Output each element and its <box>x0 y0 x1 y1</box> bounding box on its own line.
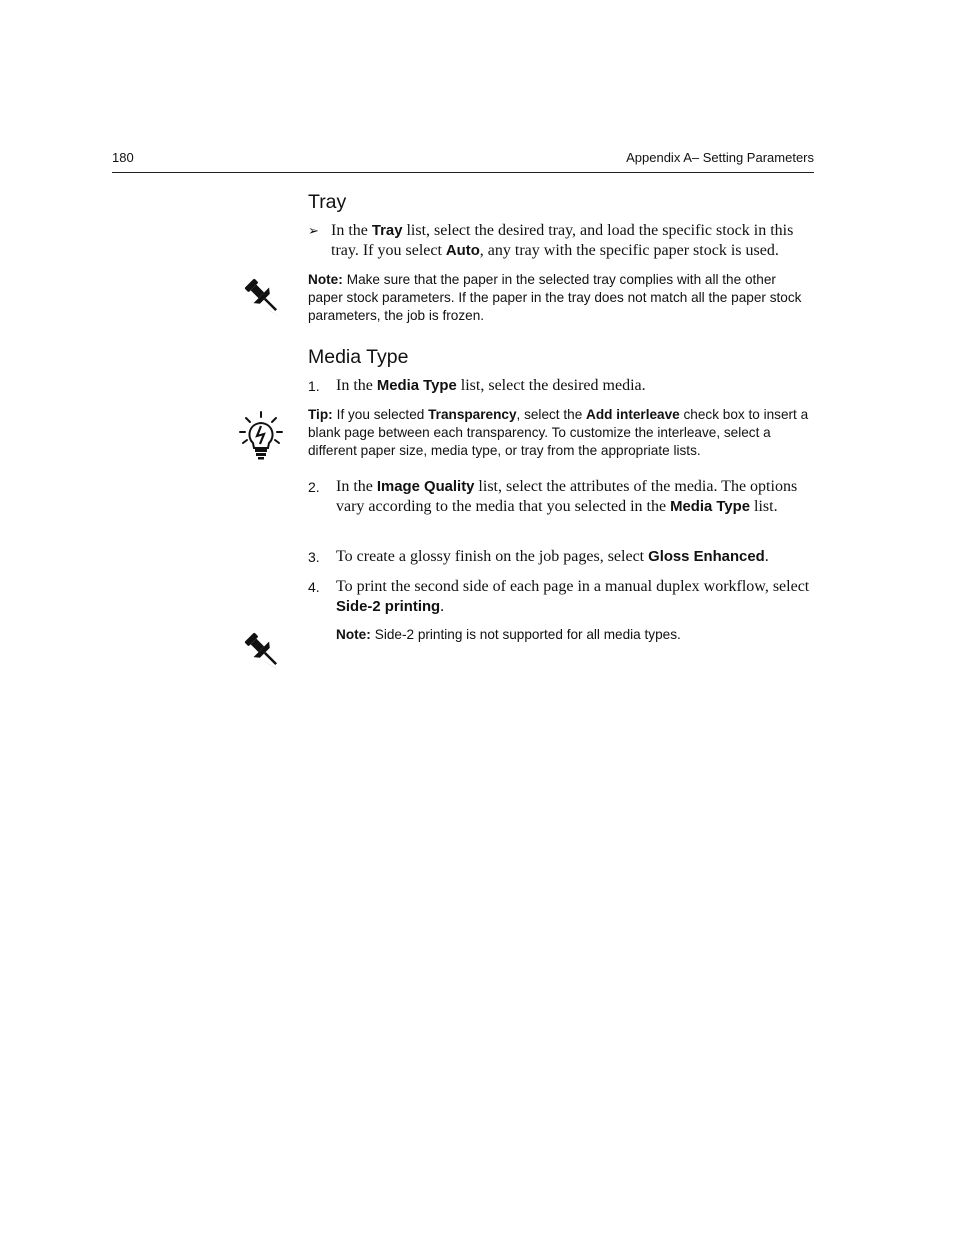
ui-term-tray: Tray <box>371 223 403 239</box>
note-label: Note: <box>336 627 371 642</box>
note-label: Note: <box>308 272 343 287</box>
tip-label: Tip: <box>308 407 333 422</box>
step-number: 3. <box>308 549 320 565</box>
ui-term-transparency: Transparency <box>428 407 517 422</box>
step-3 <box>308 547 814 567</box>
ui-term-media-type: Media Type <box>376 378 457 394</box>
step-4 <box>308 577 814 617</box>
text: . <box>440 598 445 615</box>
tray-note <box>308 271 814 325</box>
text: , any tray with the specific paper stock is used. <box>479 242 779 259</box>
tip <box>308 406 814 460</box>
running-head: Appendix A– Setting Parameters <box>626 150 814 165</box>
text: To print the second side of each page in a manual duplex workflow, select <box>336 578 810 595</box>
ui-term-side-2-printing: Side-2 printing <box>336 599 441 615</box>
media-note <box>336 626 814 644</box>
text: In the <box>331 222 372 239</box>
ui-term-image-quality: Image Quality <box>376 479 475 495</box>
page-number: 180 <box>112 150 134 165</box>
note-text: Make sure that the paper in the selected tray complies with all the other paper stock parameters. If the paper in the tray does not match all the paper stock parameters, the job is frozen. <box>308 272 802 323</box>
text: list, select the attributes of the media. The options vary according to the media that you selected in the <box>336 478 798 515</box>
text: If you selected <box>336 407 429 422</box>
step-1 <box>308 376 814 396</box>
step-number: 4. <box>308 579 320 595</box>
tray-bullet-paragraph <box>308 221 814 261</box>
step-number: 1. <box>308 378 320 394</box>
pushpin-note-icon <box>240 274 284 320</box>
ui-term-media-type: Media Type <box>670 499 751 515</box>
bullet-arrow-icon: ➢ <box>308 223 319 238</box>
text: list, select the desired tray, and load the specific stock in this tray. If you select <box>331 222 794 259</box>
section-heading-media-type: Media Type <box>308 346 409 368</box>
text: , select the <box>516 407 587 422</box>
step-number: 2. <box>308 479 320 495</box>
pushpin-note-icon <box>240 628 284 674</box>
text: check box to insert a blank page between each transparency. To customize the interleave, select a different paper size, media type, or tray from the appropriate lists. <box>308 407 809 458</box>
text: To create a glossy finish on the job pages, select <box>336 548 649 565</box>
step-2 <box>308 477 814 517</box>
lightbulb-tip-icon <box>238 410 284 460</box>
note-text: Side-2 printing is not supported for all media types. <box>374 627 681 642</box>
page-header <box>112 150 814 173</box>
section-heading-tray: Tray <box>308 191 347 213</box>
text: list. <box>750 498 778 515</box>
text: list, select the desired media. <box>456 377 646 394</box>
text: . <box>764 548 769 565</box>
ui-term-add-interleave: Add interleave <box>586 407 680 422</box>
text: In the <box>336 377 377 394</box>
text: In the <box>336 478 377 495</box>
ui-term-gloss-enhanced: Gloss Enhanced <box>648 549 765 565</box>
ui-term-auto: Auto <box>445 243 480 259</box>
